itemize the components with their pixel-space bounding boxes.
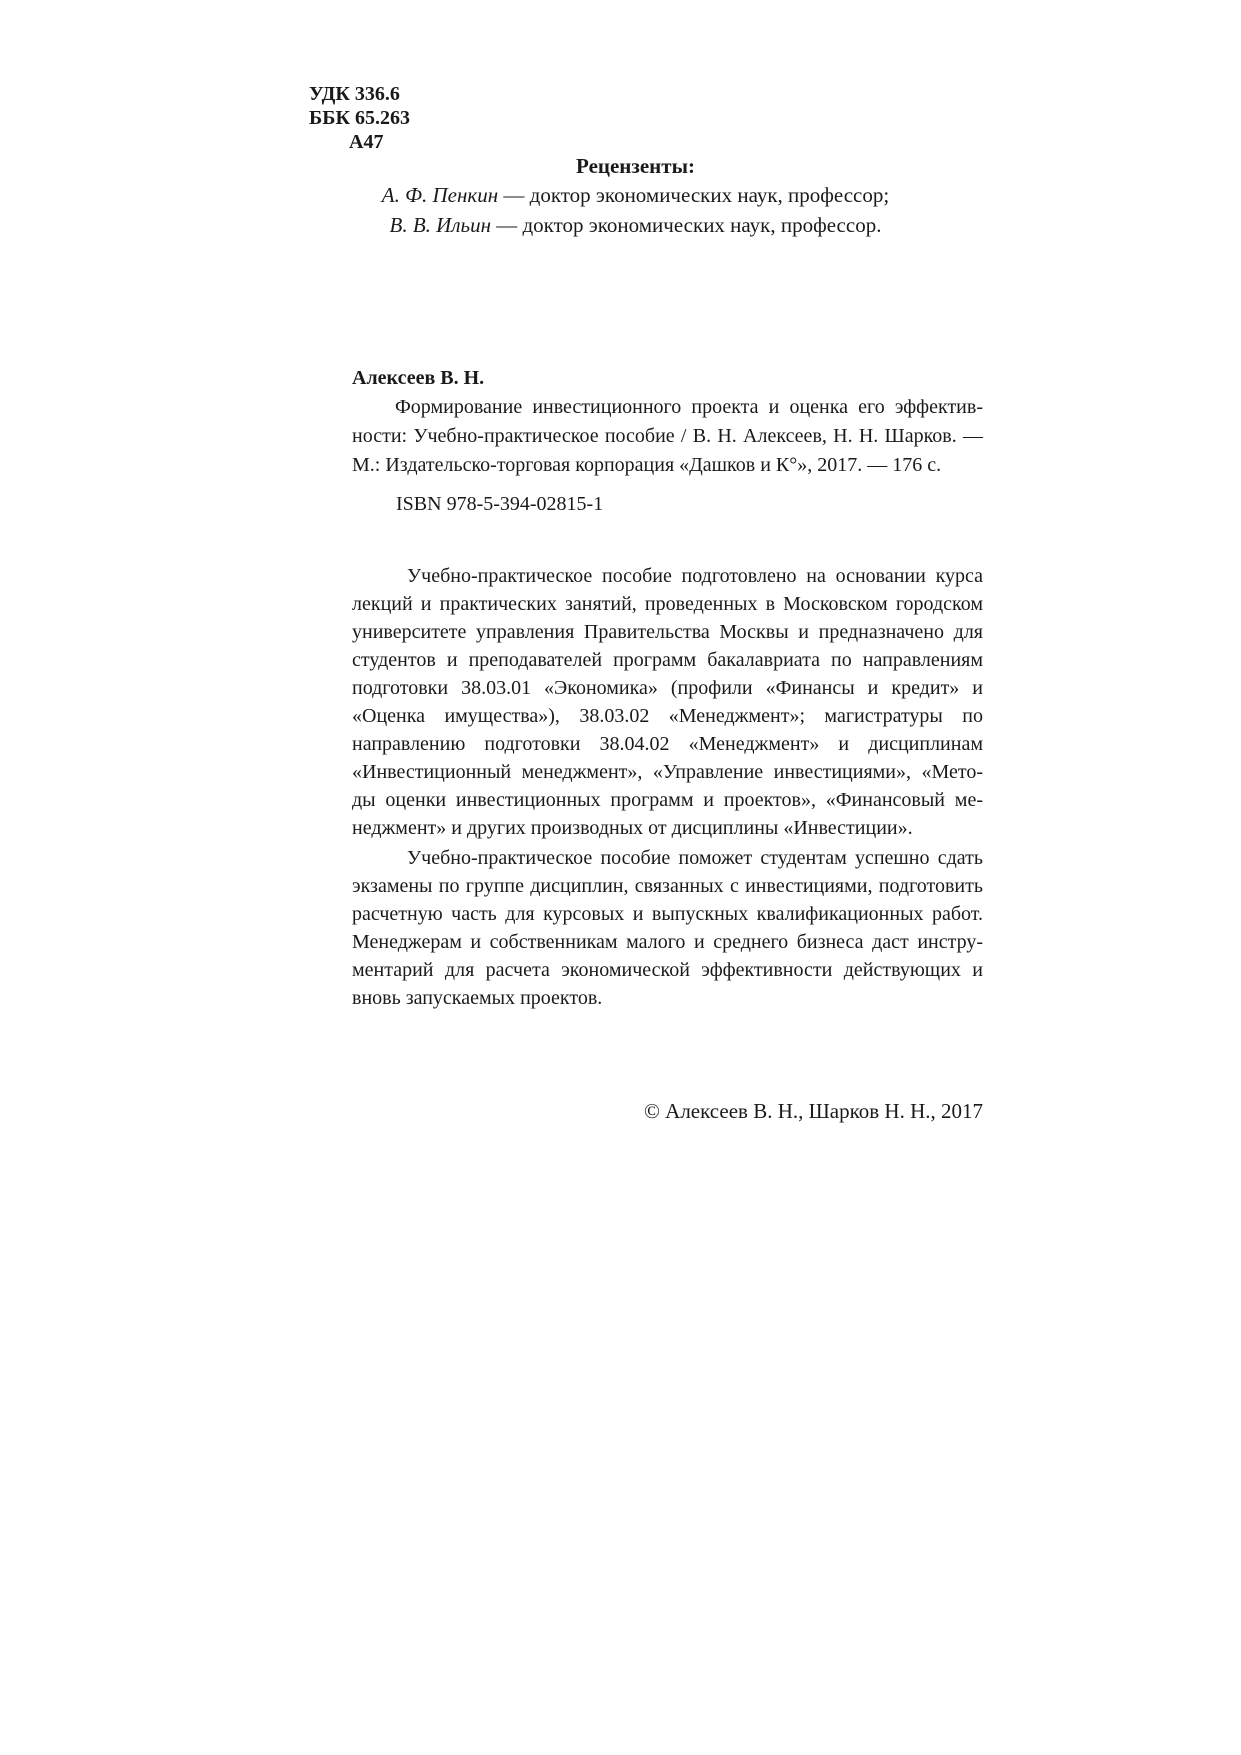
author-mark: А47	[349, 131, 384, 153]
classification-codes	[309, 82, 410, 154]
reviewer-description: — доктор экономических наук, профессор;	[498, 183, 890, 207]
bbk-code: ББК 65.263	[309, 107, 410, 129]
annotation-line: ды оценки инвестиционных программ и проектов», «Финансовый ме-	[352, 789, 983, 811]
udk-code: УДК 336.6	[309, 83, 400, 105]
reviewer-name: А. Ф. Пенкин	[381, 183, 499, 207]
annotation-line: Учебно-практическое пособие подготовлено на основании курса	[407, 565, 983, 587]
annotation-line: Менеджерам и собственникам малого и среднего бизнеса даст инстру-	[352, 931, 983, 953]
annotation	[352, 562, 983, 1012]
annotation-line: Учебно-практическое пособие поможет студентам успешно сдать	[407, 847, 983, 869]
reviewer-description: — доктор экономических наук, профессор.	[490, 213, 882, 237]
annotation-paragraph	[352, 844, 983, 1012]
bibliographic-line: Формирование инвестиционного проекта и оценка его эффектив-	[395, 396, 983, 418]
annotation-line: экзамены по группе дисциплин, связанных с инвестициями, подготовить	[352, 875, 983, 897]
annotation-line: студентов и преподавателей программ бакалавриата по направлениям	[352, 649, 983, 671]
bibliographic-record	[352, 393, 983, 480]
annotation-line: «Оценка имущества»), 38.03.02 «Менеджмент»; магистратуры по	[352, 705, 983, 727]
bibliographic-line: М.: Издательско-торговая корпорация «Дашков и К°», 2017. — 176 с.	[352, 454, 942, 476]
annotation-line: университете управления Правительства Москвы и предназначено для	[352, 621, 983, 643]
reviewer-line	[0, 182, 1241, 208]
annotation-line: лекций и практических занятий, проведенных в Московском городском	[352, 593, 983, 615]
annotation-line: вновь запускаемых проектов.	[352, 987, 603, 1009]
reviewer-line	[0, 212, 1241, 238]
isbn: ISBN 978-5-394-02815-1	[396, 493, 604, 515]
annotation-line: расчетную часть для курсовых и выпускных квалификационных работ.	[352, 903, 983, 925]
annotation-line: направлению подготовки 38.04.02 «Менеджмент» и дисциплинам	[352, 733, 983, 755]
reviewers-heading: Рецензенты:	[576, 154, 695, 178]
copyright-notice: © Алексеев В. Н., Шарков Н. Н., 2017	[643, 1099, 983, 1123]
author-heading: Алексеев В. Н.	[352, 367, 485, 389]
bibliographic-line: ности: Учебно-практическое пособие / В. Н. Алексеев, Н. Н. Шарков. —	[352, 425, 983, 447]
annotation-paragraph	[352, 562, 983, 842]
annotation-line: подготовки 38.03.01 «Экономика» (профили «Финансы и кредит» и	[352, 677, 983, 699]
reviewer-name: В. В. Ильин	[389, 213, 491, 237]
annotation-line: ментарий для расчета экономической эффективности действующих и	[352, 959, 983, 981]
annotation-line: «Инвестиционный менеджмент», «Управление инвестициями», «Мето-	[352, 761, 983, 783]
annotation-line: неджмент» и других производных от дисциплины «Инвестиции».	[352, 817, 913, 839]
